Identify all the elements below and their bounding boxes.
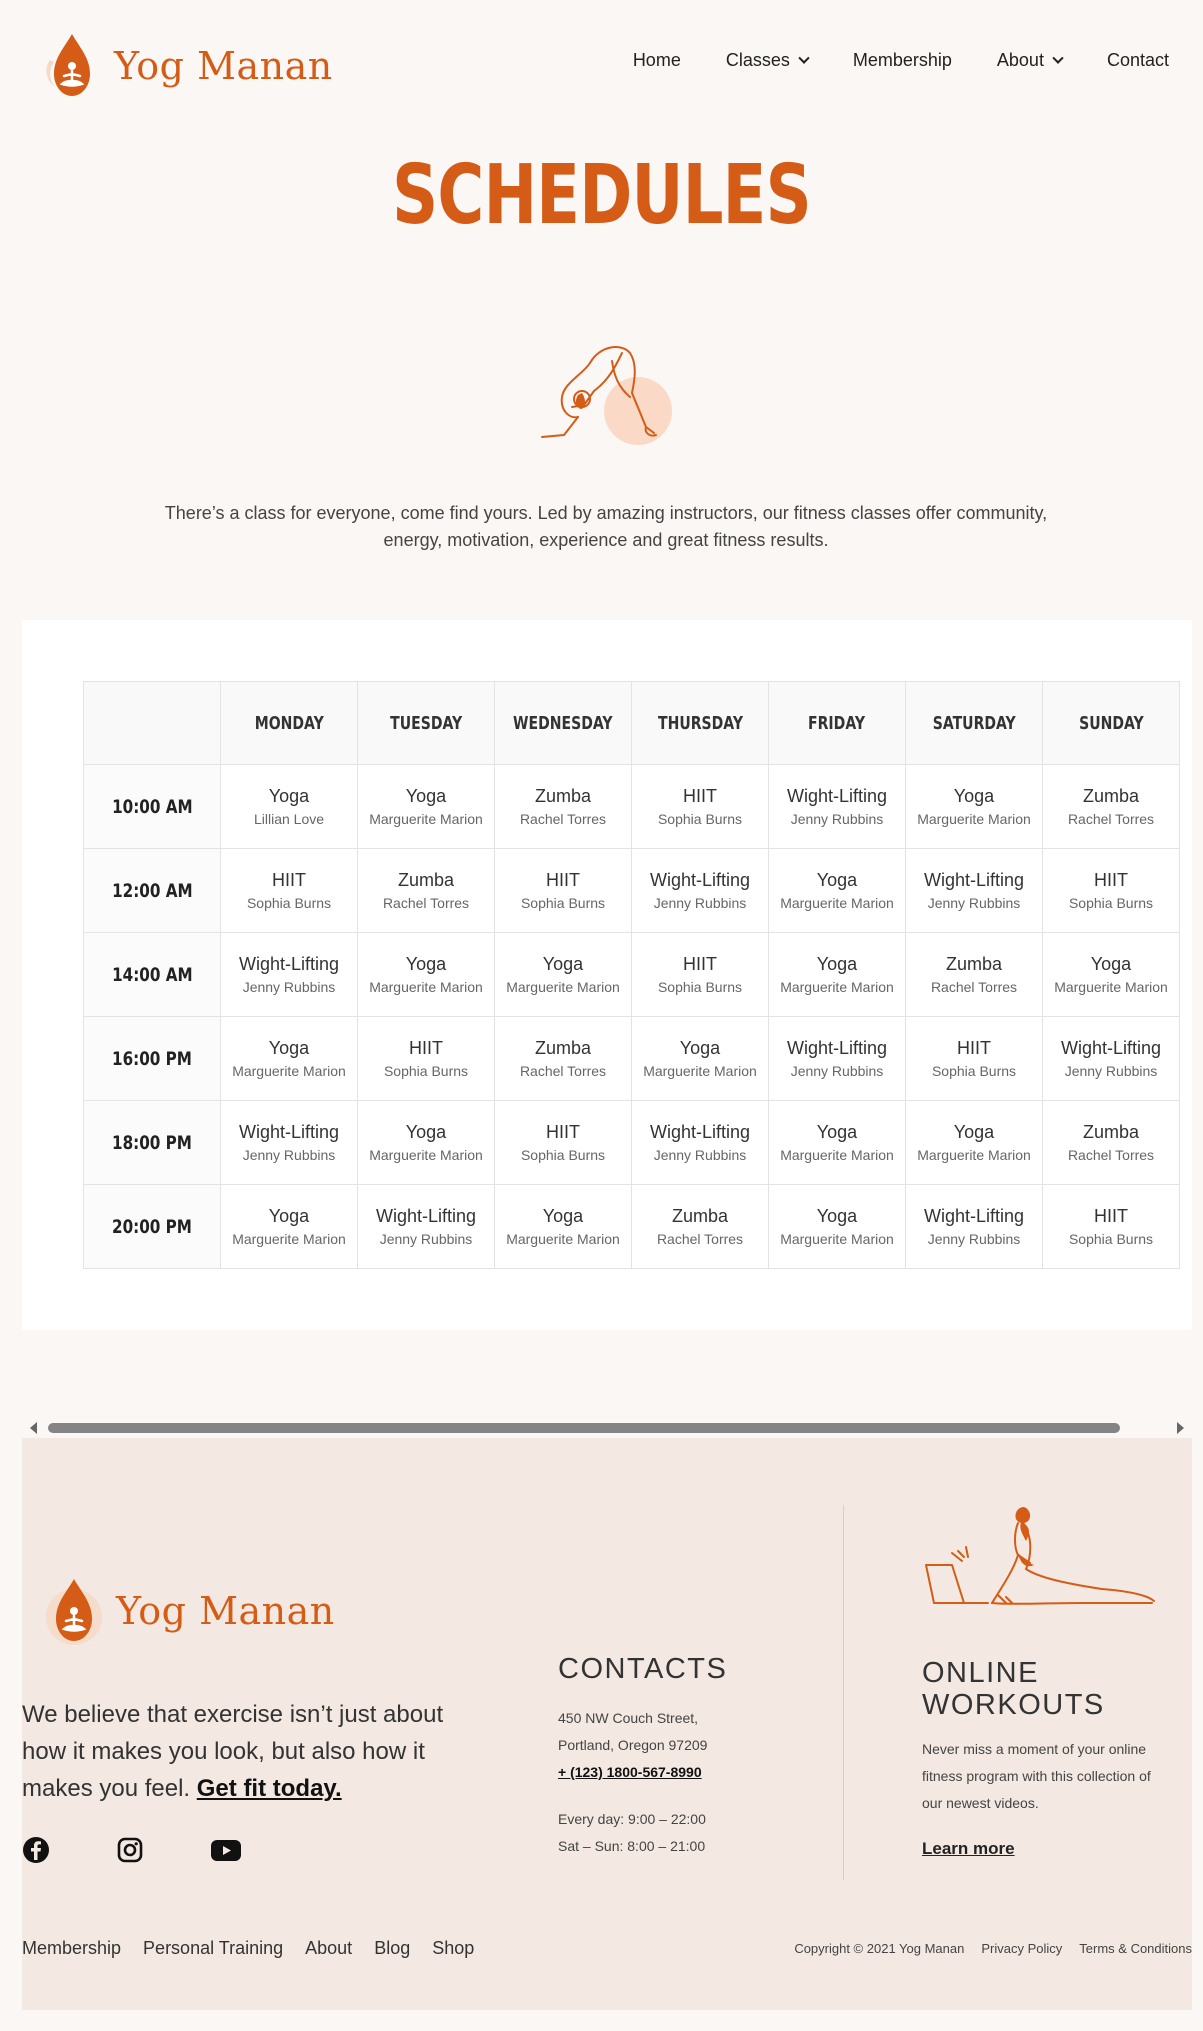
hours-line: Sat – Sun: 8:00 – 21:00 — [558, 1838, 706, 1854]
footer-link-personal-training[interactable]: Personal Training — [143, 1938, 284, 1958]
class-cell — [632, 933, 769, 1017]
instructor-name: Jenny Rubbins — [379, 1231, 473, 1247]
opening-hours — [558, 1806, 727, 1860]
class-cell — [221, 1017, 358, 1101]
instructor-name: Marguerite Marion — [780, 979, 894, 995]
class-cell — [769, 1017, 906, 1101]
time-cell: 10:00 AM — [84, 765, 221, 849]
contacts-block — [558, 1653, 727, 1860]
class-cell — [221, 849, 358, 933]
instructor-name: Marguerite Marion — [369, 1147, 483, 1163]
class-name: Yoga — [953, 1122, 995, 1142]
learn-more-link[interactable]: Learn more — [922, 1839, 1015, 1858]
instructor-name: Sophia Burns — [931, 1063, 1017, 1079]
instructor-name: Jenny Rubbins — [653, 895, 747, 911]
lotus-drop-icon — [40, 30, 104, 102]
phone-link[interactable]: + (123) 1800-567-8990 — [558, 1764, 702, 1780]
class-cell — [358, 849, 495, 933]
class-cell — [495, 1185, 632, 1269]
class-name: Zumba — [945, 954, 1003, 974]
class-cell — [632, 1185, 769, 1269]
nav-about-label: About — [996, 50, 1044, 70]
workouts-heading — [922, 1657, 1162, 1721]
instructor-name: Marguerite Marion — [369, 979, 483, 995]
class-name: Yoga — [542, 1206, 584, 1226]
social-links — [22, 1836, 304, 1864]
day-header: SUNDAY — [1043, 682, 1180, 765]
instructor-name: Marguerite Marion — [780, 1147, 894, 1163]
class-name: Wight-Lifting — [923, 1206, 1025, 1226]
instructor-name: Jenny Rubbins — [653, 1147, 747, 1163]
corner-cell — [84, 682, 221, 765]
instagram-icon[interactable] — [116, 1836, 144, 1864]
class-name: HIIT — [546, 870, 580, 890]
terms-link[interactable]: Terms & Conditions — [1079, 1941, 1192, 1956]
site-logo[interactable] — [40, 30, 333, 102]
lotus-drop-icon — [42, 1575, 106, 1647]
online-workouts-block — [922, 1657, 1162, 1859]
class-cell — [221, 1101, 358, 1185]
logo-text: Yog Manan — [114, 44, 333, 88]
class-cell — [495, 1101, 632, 1185]
contacts-heading: CONTACTS — [558, 1653, 728, 1685]
class-cell — [769, 765, 906, 849]
class-name: Yoga — [268, 1038, 310, 1058]
nav-contact[interactable] — [1107, 50, 1169, 71]
class-cell — [769, 1101, 906, 1185]
footer-tagline — [22, 1696, 462, 1807]
class-cell — [1043, 1101, 1180, 1185]
instructor-name: Sophia Burns — [246, 895, 332, 911]
class-name: HIIT — [272, 870, 306, 890]
contact-address — [558, 1705, 727, 1786]
instructor-name: Lillian Love — [253, 811, 325, 827]
instructor-name: Rachel Torres — [1067, 811, 1155, 827]
class-cell — [1043, 933, 1180, 1017]
instructor-name: Jenny Rubbins — [242, 979, 336, 995]
scroll-right-icon[interactable] — [1177, 1422, 1184, 1434]
scrollbar-thumb[interactable] — [48, 1423, 1120, 1433]
class-name: Wight-Lifting — [786, 1038, 888, 1058]
nav-classes-label: Classes — [725, 50, 790, 70]
instructor-name: Rachel Torres — [1067, 1147, 1155, 1163]
class-cell — [358, 765, 495, 849]
class-cell — [769, 1185, 906, 1269]
class-name: Yoga — [542, 954, 584, 974]
class-name: Wight-Lifting — [923, 870, 1025, 890]
table-row — [84, 849, 1180, 933]
class-name: Yoga — [405, 954, 447, 974]
class-cell — [906, 849, 1043, 933]
class-name: HIIT — [683, 954, 717, 974]
nav-classes[interactable] — [726, 50, 808, 71]
nav-about[interactable] — [997, 50, 1062, 71]
day-header: TUESDAY — [358, 682, 495, 765]
table-row — [84, 765, 1180, 849]
class-cell — [221, 1185, 358, 1269]
day-header: MONDAY — [221, 682, 358, 765]
class-cell — [1043, 1185, 1180, 1269]
day-header: THURSDAY — [632, 682, 769, 765]
class-name: Zumba — [671, 1206, 729, 1226]
chevron-down-icon — [1052, 52, 1063, 63]
class-cell — [906, 765, 1043, 849]
class-cell — [495, 1017, 632, 1101]
class-name: Yoga — [405, 786, 447, 806]
footer-nav — [22, 1938, 496, 1959]
class-name: HIIT — [683, 786, 717, 806]
footer-link-about[interactable]: About — [305, 1938, 353, 1958]
footer-legal — [777, 1941, 1192, 1956]
instructor-name: Sophia Burns — [657, 811, 743, 827]
table-header-row — [84, 682, 1180, 765]
instructor-name: Rachel Torres — [656, 1231, 744, 1247]
class-name: Yoga — [953, 786, 995, 806]
table-row — [84, 1185, 1180, 1269]
day-header: SATURDAY — [906, 682, 1043, 765]
class-cell — [358, 1185, 495, 1269]
class-cell — [769, 933, 906, 1017]
class-cell — [495, 933, 632, 1017]
schedule-table — [83, 681, 1180, 1269]
class-name: Zumba — [397, 870, 455, 890]
class-name: Wight-Lifting — [649, 1122, 751, 1142]
class-name: Yoga — [1090, 954, 1132, 974]
class-name: HIIT — [546, 1122, 580, 1142]
chevron-down-icon — [798, 52, 809, 63]
footer-divider — [843, 1505, 844, 1880]
class-cell — [221, 765, 358, 849]
instructor-name: Sophia Burns — [657, 979, 743, 995]
instructor-name: Sophia Burns — [1068, 895, 1154, 911]
instructor-name: Marguerite Marion — [643, 1063, 757, 1079]
page-title: SCHEDULES — [392, 148, 811, 243]
class-name: HIIT — [409, 1038, 443, 1058]
class-name: Yoga — [816, 1206, 858, 1226]
instructor-name: Marguerite Marion — [780, 895, 894, 911]
instructor-name: Jenny Rubbins — [927, 895, 1021, 911]
class-name: Wight-Lifting — [1060, 1038, 1162, 1058]
class-name: Yoga — [268, 786, 310, 806]
class-cell — [358, 1101, 495, 1185]
class-name: HIIT — [1094, 1206, 1128, 1226]
class-cell — [632, 1101, 769, 1185]
table-row — [84, 1101, 1180, 1185]
class-cell — [358, 1017, 495, 1101]
time-cell: 18:00 PM — [84, 1101, 221, 1185]
footer-link-blog[interactable]: Blog — [374, 1938, 411, 1958]
instructor-name: Marguerite Marion — [506, 979, 620, 995]
instructor-name: Marguerite Marion — [232, 1063, 346, 1079]
day-header: FRIDAY — [769, 682, 906, 765]
class-name: Zumba — [534, 1038, 592, 1058]
class-cell — [906, 933, 1043, 1017]
class-name: Yoga — [679, 1038, 721, 1058]
workouts-heading-line: WORKOUTS — [922, 1689, 1105, 1721]
class-cell — [906, 1185, 1043, 1269]
horizontal-scrollbar[interactable] — [22, 1418, 1192, 1438]
time-cell: 16:00 PM — [84, 1017, 221, 1101]
workouts-text: Never miss a moment of your online fitness program with this collection of our newest videos. — [922, 1741, 1151, 1811]
instructor-name: Jenny Rubbins — [242, 1147, 336, 1163]
class-name: Yoga — [405, 1122, 447, 1142]
get-fit-link[interactable]: Get fit today. — [196, 1775, 342, 1802]
class-name: HIIT — [957, 1038, 991, 1058]
instructor-name: Jenny Rubbins — [927, 1231, 1021, 1247]
scroll-left-icon[interactable] — [30, 1422, 37, 1434]
instructor-name: Sophia Burns — [520, 1147, 606, 1163]
class-name: Zumba — [1082, 1122, 1140, 1142]
class-cell — [221, 933, 358, 1017]
class-cell — [906, 1017, 1043, 1101]
intro-text: There’s a class for everyone, come find yours. Led by amazing instructors, our fitness classes offer community, energy, motivation, experience and great fitness results. — [164, 503, 1048, 550]
yoga-pose-illustration — [534, 335, 676, 447]
instructor-name: Marguerite Marion — [917, 811, 1031, 827]
class-name: Wight-Lifting — [375, 1206, 477, 1226]
nav-home[interactable] — [633, 50, 681, 71]
youtube-icon[interactable] — [210, 1836, 238, 1864]
class-name: Zumba — [1082, 786, 1140, 806]
class-name: Wight-Lifting — [649, 870, 751, 890]
nav-membership[interactable] — [853, 50, 952, 71]
nav-contact-label: Contact — [1106, 50, 1169, 70]
footer-logo-text: Yog Manan — [116, 1589, 335, 1633]
instructor-name: Marguerite Marion — [917, 1147, 1031, 1163]
instructor-name: Marguerite Marion — [1054, 979, 1168, 995]
instructor-name: Rachel Torres — [930, 979, 1018, 995]
facebook-icon[interactable] — [22, 1836, 50, 1864]
instructor-name: Rachel Torres — [519, 1063, 607, 1079]
nav-membership-label: Membership — [852, 50, 952, 70]
instructor-name: Marguerite Marion — [780, 1231, 894, 1247]
instructor-name: Marguerite Marion — [369, 811, 483, 827]
class-name: HIIT — [1094, 870, 1128, 890]
class-cell — [358, 933, 495, 1017]
schedule-panel — [22, 620, 1192, 1330]
class-name: Wight-Lifting — [238, 1122, 340, 1142]
instructor-name: Sophia Burns — [383, 1063, 469, 1079]
class-name: Yoga — [816, 1122, 858, 1142]
class-cell — [632, 1017, 769, 1101]
address-line: Portland, Oregon 97209 — [558, 1737, 708, 1753]
tagline-text: We believe that exercise isn’t just about how it makes you look, but also how it makes you feel. — [22, 1701, 444, 1802]
footer-logo[interactable] — [42, 1575, 335, 1647]
class-cell — [769, 849, 906, 933]
class-name: Wight-Lifting — [238, 954, 340, 974]
footer-link-membership[interactable]: Membership — [22, 1938, 122, 1958]
class-cell — [906, 1101, 1043, 1185]
class-name: Yoga — [268, 1206, 310, 1226]
time-cell: 20:00 PM — [84, 1185, 221, 1269]
day-header: WEDNESDAY — [495, 682, 632, 765]
instructor-name: Jenny Rubbins — [1064, 1063, 1158, 1079]
nav-home-label: Home — [632, 50, 681, 70]
instructor-name: Jenny Rubbins — [790, 1063, 884, 1079]
class-name: Wight-Lifting — [786, 786, 888, 806]
table-row — [84, 1017, 1180, 1101]
instructor-name: Sophia Burns — [1068, 1231, 1154, 1247]
class-cell — [632, 765, 769, 849]
table-row — [84, 933, 1180, 1017]
class-cell — [495, 849, 632, 933]
schedule-body — [84, 765, 1180, 1269]
address-line: 450 NW Couch Street, — [558, 1710, 699, 1726]
copyright-text: Copyright © 2021 Yog Manan — [794, 1941, 965, 1956]
hours-line: Every day: 9:00 – 22:00 — [558, 1811, 706, 1827]
class-name: Yoga — [816, 870, 858, 890]
class-cell — [1043, 765, 1180, 849]
time-cell: 14:00 AM — [84, 933, 221, 1017]
instructor-name: Jenny Rubbins — [790, 811, 884, 827]
footer-link-shop[interactable]: Shop — [432, 1938, 475, 1958]
instructor-name: Marguerite Marion — [232, 1231, 346, 1247]
instructor-name: Rachel Torres — [382, 895, 470, 911]
time-cell: 12:00 AM — [84, 849, 221, 933]
class-name: Zumba — [534, 786, 592, 806]
class-cell — [495, 765, 632, 849]
instructor-name: Rachel Torres — [519, 811, 607, 827]
class-cell — [632, 849, 769, 933]
site-footer — [22, 1438, 1192, 2010]
class-cell — [1043, 849, 1180, 933]
privacy-policy-link[interactable]: Privacy Policy — [981, 1941, 1063, 1956]
main-nav — [588, 50, 1169, 71]
instructor-name: Sophia Burns — [520, 895, 606, 911]
class-name: Yoga — [816, 954, 858, 974]
online-workout-illustration — [922, 1503, 1162, 1613]
class-cell — [1043, 1017, 1180, 1101]
workouts-heading-line: ONLINE — [922, 1657, 1039, 1689]
instructor-name: Marguerite Marion — [506, 1231, 620, 1247]
